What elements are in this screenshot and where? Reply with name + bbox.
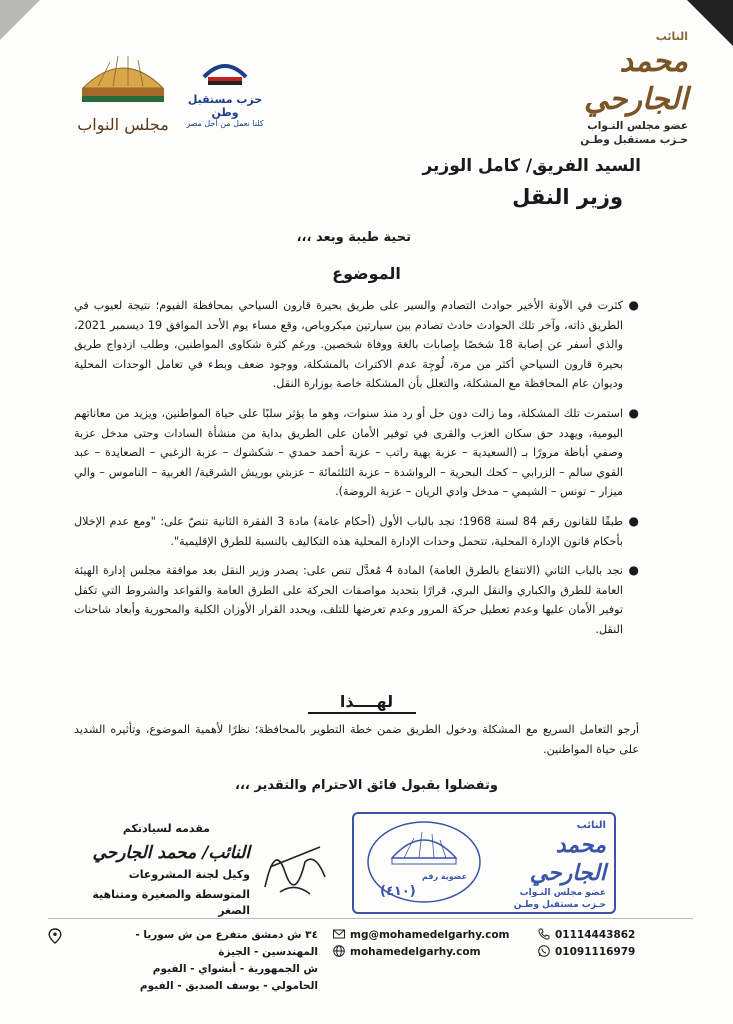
signatory-role: وكيل لجنة المشروعات [128,868,250,881]
address-line: ٣٤ ش دمشق متفرع من ش سوريا - المهندسين - الجيزة [135,929,318,958]
footer [48,918,693,992]
address-line: ش الجمهورية - أبشواي - الفيوم [152,963,318,975]
bullet-icon: ● [628,563,639,578]
mp-title: النائب [655,30,688,43]
whatsapp-icon [538,945,550,957]
stamp-line1: عضو مجلس النـواب [519,888,606,898]
globe-icon [333,945,345,957]
bullet-icon: ● [628,298,639,312]
footer-address [78,927,318,995]
address-line: الحامولي - يوسف الصديق - الفيوم [139,980,318,992]
official-stamp [352,812,616,914]
stamp-name: محمد الجارحي [529,832,606,886]
party-logo [180,55,270,135]
request-paragraph: أرجو التعامل السريع مع المشكلة ودخول الطريق ضمن خطة التطوير بالمحافظة؛ نظرًا لأهمية الموضوع، وتأثيره الشديد على حياة المواطنين. [74,723,639,756]
bullet-icon: ● [628,405,639,420]
party-emblem-icon [200,55,250,89]
signatory-name: النائب/ محمد الجارحي [92,843,250,863]
whatsapp-number[interactable]: 01091116979 [555,946,636,958]
footer-web [333,927,523,961]
subject-heading: الموضوع [332,264,401,283]
email-link[interactable]: mg@mohamedelgarhy.com [350,929,510,941]
handwritten-signature [255,832,335,902]
footer-phones [538,927,658,961]
mp-line2: حـزب مستقبل وطـن [580,134,688,146]
phone-number[interactable]: 01114443862 [555,929,636,941]
body-paragraph: ● نجد بالباب الثاني (الانتفاع بالطرق العامة) المادة 4 مُعدَّل تنص على: يصدر وزير النقل بعد موافقة مجلس إدارة الهيئة العامة للطرق والكباري والنقل البري، قرارًا بتحديد مواصفات الحركة على الطرق العامة والقواعد والشروط التي تكفل توفير الأمان عليها وعدم تعطيل حركة المرور وعدم تعرضها للتلف، ويحدد القرار الأوزان الكلية والمحورية وأبعاد شاحنات النقل. [74,563,639,636]
location-pin-icon [48,927,67,946]
signatory-role: المتوسطة والصغيرة ومتناهية الصغر [92,888,250,917]
closing-line: وتفضلوا بقبول فائق الاحترام والتقدير ،،، [235,778,498,793]
minister-title: وزير النقل [512,185,623,209]
greeting: تحية طيبة وبعد ،،، [296,230,411,245]
corner-decoration [0,0,40,40]
website-link[interactable]: mohamedelgarhy.com [350,946,481,958]
party-name: حزب مستقبل وطن [187,93,263,119]
party-slogan: كلنا نعمل من أجل مصر [186,119,264,128]
hence-heading: لهــــذا [339,692,394,711]
stamp-title: النائب [576,820,606,831]
addressee: السيد الفريق/ كامل الوزير [422,156,641,176]
stamp-mp-block [486,820,606,911]
stamp-line2: حـزب مستقبل وطـن [513,900,606,910]
corner-decoration [687,0,733,46]
phone-icon [538,928,550,940]
body-paragraph: ● طبقًا للقانون رقم 84 لسنة 1968؛ نجد بالباب الأول (أحكام عامة) مادة 3 الفقرة الثانية تنصّ على: "ومع عدم الإخلال بأحكام قانون الإدارة المحلية، تتحمل وحدات الإدارة المحلية هذه التكاليف بالنسبة للطرق الإقليمية". [74,513,639,548]
letter-body [74,296,639,650]
stamp-membership: عضوية رقم [422,872,468,881]
bullet-icon: ● [628,513,639,528]
body-paragraph: ● كثرت في الآونة الأخير حوادث التصادم والسير على طريق بحيرة قارون السياحي بمحافظة الفيوم؛ نتيجة لعيوب في الطريق ذاته، وآخر تلك الحوادث حادث تصادم بين سيارتين ميكروباص، وقع مساء يوم الأحد الموافق 19 ديسمبر 2021، والذي أسفر عن إصابة 18 شخصًا بإصابات بالغة ووفاة شخصين. ورغم كثرة شكاوى المواطنين، وطلب ازدواج طريق بحيرة قارون السياحي أكثر من مرة، لُوجِهَ عدم الاكتراث بالمشكلة، ووجود ضعف وبطء في تعامل الوحدات المحلية وديوان عام المحافظة مع المشكلة، والتعلل بأن المشكلة خاصة بوزارة النقل. [74,298,639,391]
stamp-number: (٤١٠) [380,884,416,899]
mp-name: محمد الجارحي [583,44,688,117]
presented-label: مقدمه لسيادتكم [122,822,210,835]
hence-underline [308,712,416,714]
body-paragraph: ● استمرت تلك المشكلة، وما زالت دون حل أو رد منذ سنوات، وهو ما يؤثر سلبًا على حياة المواطنين، ويزيد من معاناتهم اليومية، ويهدد حق سكان العزب والقرى في توفير الأمان على الطريق بداية من منشأة السادات وحتى مدخل عزبة وصفي أباظة مرورًا بـ (السعيدية – عزبة بهية راتب – عزبة أحمد حمدي – شكشوك – عزبة الزغبي – الصعايدة – عبد القوي سالم – الزرابي – كحك البحرية – الرواشدة – عزبة الثلثمائة – عزبتي بوريش الشرقية/ الغربية – الناموس – والي ميزار – تونس – الشيمي – مدخل وادي الريان – عزبة الروضة). [74,405,639,499]
email-icon [333,928,345,940]
parliament-logo-text: مجلس النواب [77,115,169,134]
letterhead-mp-block [548,30,688,147]
signature-block [70,822,250,919]
parliament-logo [68,40,178,140]
stamp-seal [364,818,484,906]
mp-line1: عضو مجلس النـواب [587,120,688,132]
